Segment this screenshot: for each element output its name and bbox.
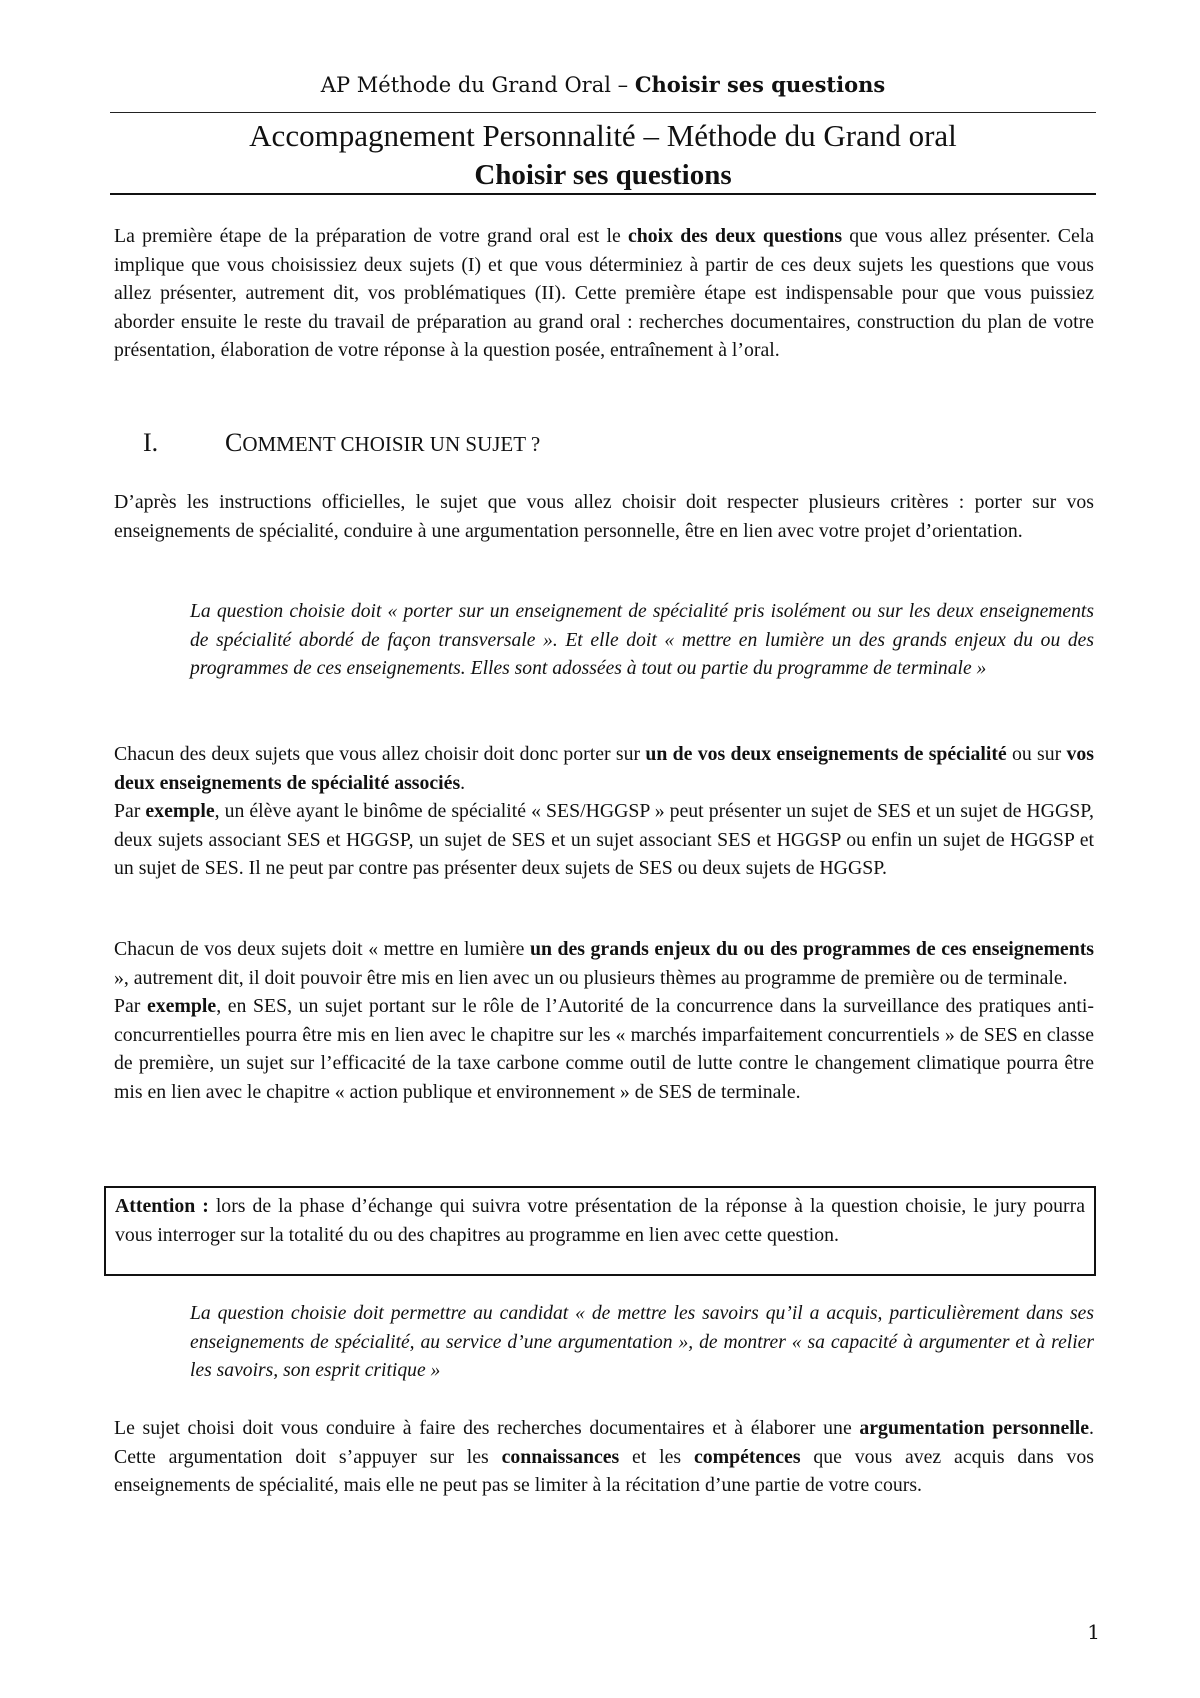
attention-label: Attention : (115, 1195, 209, 1217)
intro-text-end: que vous allez présenter. Cela implique que vous choisissiez deux sujets (I) et que vous déterminiez à partir de ces deux sujets les questions que vous allez présenter, autrement dit, vos problématiques (II). Cette première étape est indispensable pour que vous puissiez aborder ensuite le reste du travail de préparation au grand oral : recherches documentaires, construction du plan de votre présentation, élaboration de votre réponse à la question posée, entraînement à l’oral. (114, 225, 1094, 361)
attention-callout (104, 1186, 1096, 1276)
example2-text: , en SES, un sujet portant sur le rôle de l’Autorité de la concurrence dans la surveillance des pratiques anti-concurrentielles pourra être mis en lien avec le chapitre sur les « marchés imparfaitement concurrentiels » de SES en classe de première, un sujet sur l’efficacité de la taxe carbone comme outil de lutte contre le changement climatique pourra être mis en lien avec le chapitre « action publique et environnement » de SES de terminale. (114, 995, 1094, 1103)
argumentation-emphasis-3: compétences (693, 1445, 801, 1468)
argumentation-text-start: Le sujet choisi doit vous conduire à faire des recherches documentaires et à élaborer une (114, 1417, 860, 1439)
argumentation-text-mid-1: . Cette argumentation doit s’appuyer sur les (114, 1417, 1094, 1468)
criteria-paragraph: D’après les instructions officielles, le sujet que vous allez choisir doit respecter plusieurs critères : porter sur vos enseignements de spécialité, conduire à une argumentation personnelle, être en lien avec votre projet d’orientation. (114, 491, 1094, 542)
example-text: , un élève ayant le binôme de spécialité « SES/HGGSP » peut présenter un sujet de SES et un sujet de HGGSP, deux sujets associant SES et HGGSP, un sujet de SES et un sujet associant SES et HGGSP ou enfin un sujet de HGGSP et un sujet de SES. Il ne peut par contre pas présenter deux sujets de SES ou deux sujets de HGGSP. (114, 800, 1094, 879)
page-number: 1 (1087, 1620, 1100, 1644)
header-divider (110, 112, 1096, 113)
argumentation-paragraph (114, 1414, 1094, 1500)
argumentation-text-end: que vous avez acquis dans vos enseignements de spécialité, mais elle ne peut pas se limiter à la récitation d’une partie de votre cours. (114, 1445, 1094, 1496)
argumentation-emphasis-2: connaissances (501, 1445, 620, 1468)
specialite-paragraph (114, 740, 1094, 883)
section-heading-1 (143, 427, 1043, 460)
enjeux-text-start: Chacun de vos deux sujets doit « mettre en lumière (114, 938, 530, 960)
example-intro: Par (114, 800, 146, 822)
attention-text: lors de la phase d’échange qui suivra votre présentation de la réponse à la question choisie, le jury pourra vous interroger sur la totalité du ou des chapitres au programme en lien avec cette question. (115, 1195, 1086, 1246)
specialite-text-end: . (460, 771, 466, 794)
argumentation-text-mid-2: et les (619, 1445, 694, 1468)
title-divider (110, 193, 1096, 195)
specialite-emphasis-2: vos deux enseignements de spécialité associés (114, 743, 1094, 794)
example2-label: exemple (146, 995, 217, 1017)
intro-text-start: La première étape de la préparation de votre grand oral est le (114, 225, 628, 247)
enjeux-emphasis: un des grands enjeux du ou des programmes de ces enseignements (529, 938, 1094, 960)
example-label: exemple (145, 800, 215, 822)
document-subtitle: Choisir ses questions (474, 159, 732, 191)
official-quote-1: La question choisie doit « porter sur un enseignement de spécialité pris isolément ou sur les deux enseignements de spécialité abordé de façon transversale ». Et elle doit « mettre en lumière un des grands enjeux du ou des programmes de ces enseignements. Elles sont adossées à tout ou partie du programme de terminale » (190, 601, 1094, 679)
intro-emphasis: choix des deux questions (627, 225, 843, 247)
document-title: Accompagnement Personnalité – Méthode du Grand oral (249, 118, 957, 153)
enjeux-paragraph (114, 935, 1094, 1106)
enjeux-text-end: », autrement dit, il doit pouvoir être mis en lien avec un ou plusieurs thèmes au programme de première ou de terminale. (114, 966, 1068, 989)
header-course-title: AP Méthode du Grand Oral – (320, 73, 635, 97)
official-quote-2: La question choisie doit permettre au candidat « de mettre les savoirs qu’il a acquis, particulièrement dans ses enseignements de spécialité, au service d’une argumentation », de montrer « sa capacité à argumenter et à relier les savoirs, son esprit critique » (190, 1303, 1094, 1381)
section-title-initial: C (225, 428, 243, 457)
example2-intro: Par (114, 995, 147, 1017)
argumentation-emphasis-1: argumentation personnelle (859, 1417, 1090, 1439)
running-header (110, 72, 1096, 97)
specialite-text-start: Chacun des deux sujets que vous allez choisir doit donc porter sur (114, 743, 646, 765)
section-title-rest: OMMENT CHOISIR UN SUJET ? (242, 432, 541, 456)
specialite-emphasis-1: un de vos deux enseignements de spécialité (645, 743, 1007, 765)
intro-paragraph (114, 222, 1094, 365)
header-topic: Choisir ses questions (634, 72, 886, 97)
section-number: I. (143, 428, 159, 457)
specialite-text-mid: ou sur (1006, 743, 1067, 765)
